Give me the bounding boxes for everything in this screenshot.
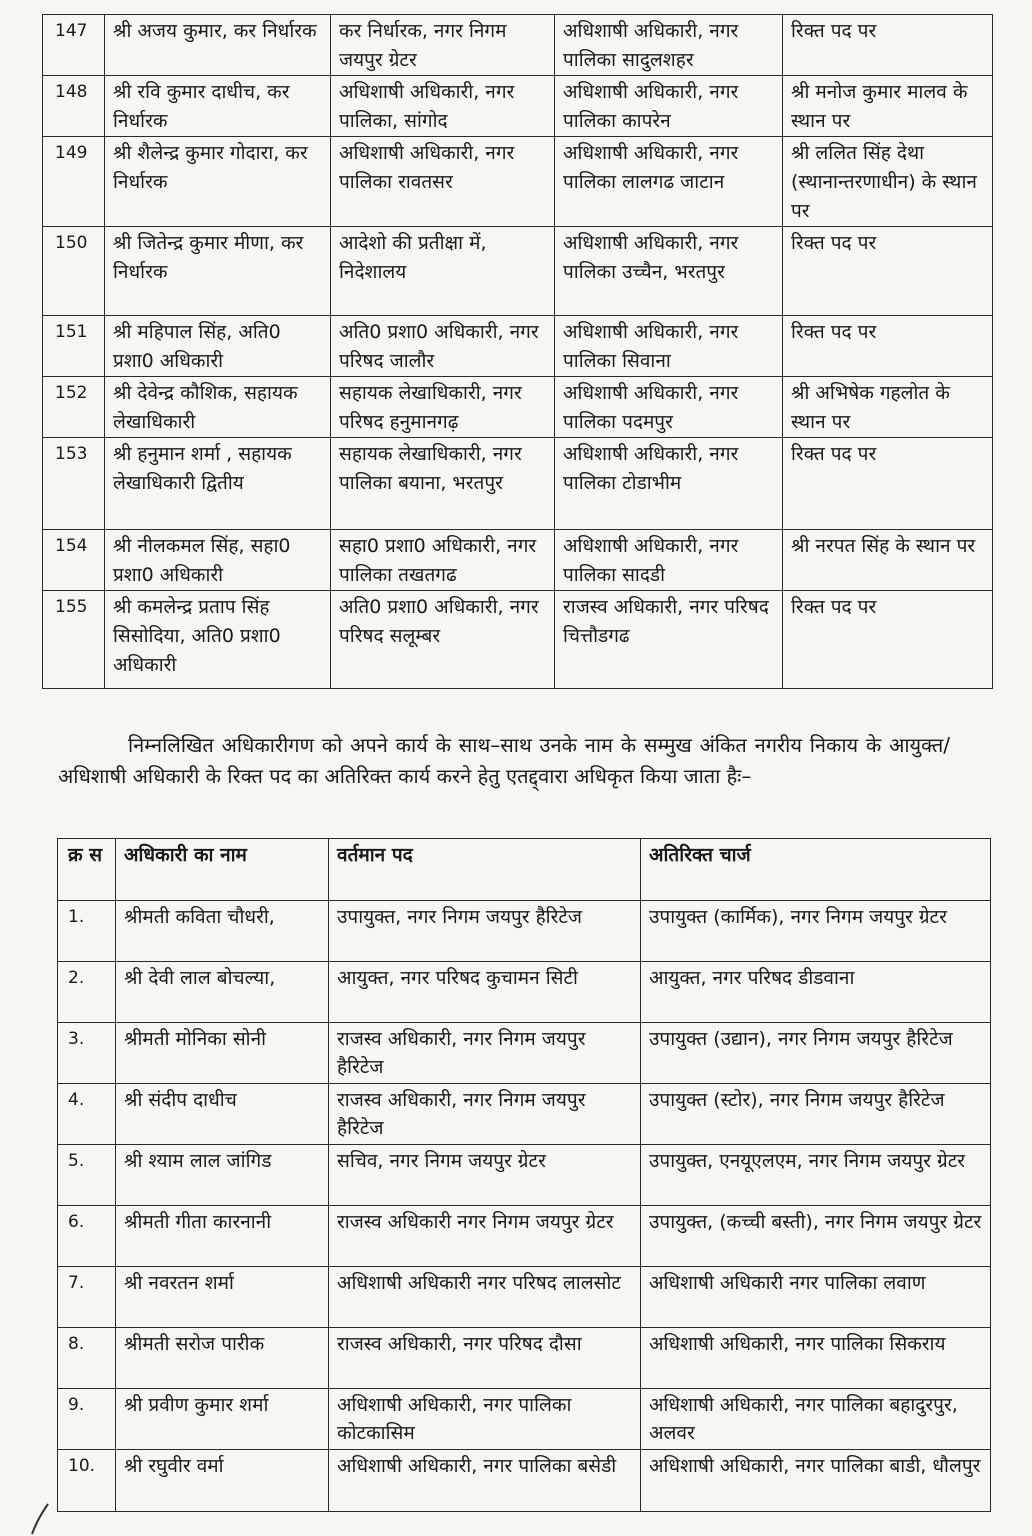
table-row bbox=[58, 1328, 991, 1389]
serial-number: 147 bbox=[43, 15, 105, 76]
officer-name: श्री रवि कुमार दाधीच, कर निर्धारक bbox=[105, 76, 331, 137]
current-post: राजस्व अधिकारी, नगर निगम जयपुर हैरिटेज bbox=[329, 1023, 641, 1084]
serial-number: 6. bbox=[58, 1206, 116, 1267]
serial-number: 2. bbox=[58, 962, 116, 1023]
table-row bbox=[43, 530, 993, 591]
serial-number: 7. bbox=[58, 1267, 116, 1328]
new-post: राजस्व अधिकारी, नगर परिषद चित्तौडगढ bbox=[555, 591, 783, 689]
new-post: अधिशाषी अधिकारी, नगर पालिका कापरेन bbox=[555, 76, 783, 137]
table-row bbox=[43, 438, 993, 530]
serial-number: 152 bbox=[43, 377, 105, 438]
additional-charge: अधिशाषी अधिकारी, नगर पालिका सिकराय bbox=[641, 1328, 991, 1389]
officer-name: श्रीमती गीता कारनानी bbox=[116, 1206, 329, 1267]
officer-name: श्री श्याम लाल जांगिड bbox=[116, 1145, 329, 1206]
serial-number: 5. bbox=[58, 1145, 116, 1206]
header-name: अधिकारी का नाम bbox=[116, 839, 329, 901]
transfer-table bbox=[42, 14, 993, 689]
officer-name: श्री हनुमान शर्मा , सहायक लेखाधिकारी द्वितीय bbox=[105, 438, 331, 530]
officer-name: श्री रघुवीर वर्मा bbox=[116, 1450, 329, 1512]
current-post: अधिशाषी अधिकारी, नगर पालिका, सांगोद bbox=[331, 76, 555, 137]
additional-charge: अधिशाषी अधिकारी, नगर पालिका बहादुरपुर, अलवर bbox=[641, 1389, 991, 1450]
officer-name: श्री संदीप दाधीच bbox=[116, 1084, 329, 1145]
additional-charge-table bbox=[57, 838, 991, 1512]
current-post: अति0 प्रशा0 अधिकारी, नगर परिषद सलूम्बर bbox=[331, 591, 555, 689]
new-post: अधिशाषी अधिकारी, नगर पालिका सादुलशहर bbox=[555, 15, 783, 76]
header-current-post: वर्तमान पद bbox=[329, 839, 641, 901]
additional-charge: अधिशाषी अधिकारी, नगर पालिका बाडी, धौलपुर bbox=[641, 1450, 991, 1512]
remark: श्री मनोज कुमार मालव के स्थान पर bbox=[783, 76, 993, 137]
serial-number: 1. bbox=[58, 901, 116, 962]
remark: रिक्त पद पर bbox=[783, 316, 993, 377]
new-post: अधिशाषी अधिकारी, नगर पालिका लालगढ जाटान bbox=[555, 137, 783, 227]
new-post: अधिशाषी अधिकारी, नगर पालिका सादडी bbox=[555, 530, 783, 591]
remark: श्री ललित सिंह देथा (स्थानान्तरणाधीन) के स्थान पर bbox=[783, 137, 993, 227]
header-serial: क्र स bbox=[58, 839, 116, 901]
serial-number: 154 bbox=[43, 530, 105, 591]
serial-number: 148 bbox=[43, 76, 105, 137]
serial-number: 153 bbox=[43, 438, 105, 530]
current-post: सहायक लेखाधिकारी, नगर परिषद हनुमानगढ़ bbox=[331, 377, 555, 438]
current-post: अति0 प्रशा0 अधिकारी, नगर परिषद जालौर bbox=[331, 316, 555, 377]
officer-name: श्री प्रवीण कुमार शर्मा bbox=[116, 1389, 329, 1450]
current-post: सहा0 प्रशा0 अधिकारी, नगर पालिका तखतगढ bbox=[331, 530, 555, 591]
table-row bbox=[58, 962, 991, 1023]
officer-name: श्री महिपाल सिंह, अति0 प्रशा0 अधिकारी bbox=[105, 316, 331, 377]
serial-number: 8. bbox=[58, 1328, 116, 1389]
table-row bbox=[43, 15, 993, 76]
officer-name: श्रीमती सरोज पारीक bbox=[116, 1328, 329, 1389]
officer-name: श्री नीलकमल सिंह, सहा0 प्रशा0 अधिकारी bbox=[105, 530, 331, 591]
officer-name: श्री शैलेन्द्र कुमार गोदारा, कर निर्धारक bbox=[105, 137, 331, 227]
table-row bbox=[58, 1023, 991, 1084]
current-post: आदेशो की प्रतीक्षा में, निदेशालय bbox=[331, 227, 555, 316]
officer-name: श्री जितेन्द्र कुमार मीणा, कर निर्धारक bbox=[105, 227, 331, 316]
serial-number: 149 bbox=[43, 137, 105, 227]
additional-charge: उपायुक्त, एनयूएलएम, नगर निगम जयपुर ग्रेटर bbox=[641, 1145, 991, 1206]
additional-charge: उपायुक्त (स्टोर), नगर निगम जयपुर हैरिटेज bbox=[641, 1084, 991, 1145]
table-row bbox=[58, 1206, 991, 1267]
current-post: उपायुक्त, नगर निगम जयपुर हैरिटेज bbox=[329, 901, 641, 962]
table-row bbox=[43, 76, 993, 137]
table-row bbox=[58, 1389, 991, 1450]
table-row bbox=[43, 316, 993, 377]
table-row bbox=[58, 901, 991, 962]
pen-mark-icon bbox=[18, 1500, 58, 1536]
officer-name: श्री देवी लाल बोचल्या, bbox=[116, 962, 329, 1023]
table-header-row bbox=[58, 839, 991, 901]
table-row bbox=[58, 1267, 991, 1328]
current-post: राजस्व अधिकारी, नगर परिषद दौसा bbox=[329, 1328, 641, 1389]
current-post: आयुक्त, नगर परिषद कुचामन सिटी bbox=[329, 962, 641, 1023]
table-row bbox=[43, 377, 993, 438]
instruction-paragraph: निम्नलिखित अधिकारीगण को अपने कार्य के साथ–साथ उनके नाम के सम्मुख अंकित नगरीय निकाय के आयुक्त/अधिशाषी अधिकारी के रिक्त पद का अतिरिक्त कार्य करने हेतु एतद्द्वारा अधिकृत किया जाता हैः– bbox=[58, 733, 950, 788]
additional-charge: उपायुक्त (उद्यान), नगर निगम जयपुर हैरिटेज bbox=[641, 1023, 991, 1084]
remark: रिक्त पद पर bbox=[783, 438, 993, 530]
table-row bbox=[43, 137, 993, 227]
table-row bbox=[58, 1450, 991, 1512]
current-post: अधिशाषी अधिकारी नगर परिषद लालसोट bbox=[329, 1267, 641, 1328]
officer-name: श्रीमती मोनिका सोनी bbox=[116, 1023, 329, 1084]
new-post: अधिशाषी अधिकारी, नगर पालिका टोडाभीम bbox=[555, 438, 783, 530]
officer-name: श्री अजय कुमार, कर निर्धारक bbox=[105, 15, 331, 76]
officer-name: श्री कमलेन्द्र प्रताप सिंह सिसोदिया, अति0 प्रशा0 अधिकारी bbox=[105, 591, 331, 689]
new-post: अधिशाषी अधिकारी, नगर पालिका सिवाना bbox=[555, 316, 783, 377]
table-row bbox=[58, 1145, 991, 1206]
serial-number: 155 bbox=[43, 591, 105, 689]
current-post: सचिव, नगर निगम जयपुर ग्रेटर bbox=[329, 1145, 641, 1206]
current-post: अधिशाषी अधिकारी, नगर पालिका बसेडी bbox=[329, 1450, 641, 1512]
new-post: अधिशाषी अधिकारी, नगर पालिका पदमपुर bbox=[555, 377, 783, 438]
remark: रिक्त पद पर bbox=[783, 15, 993, 76]
officer-name: श्री नवरतन शर्मा bbox=[116, 1267, 329, 1328]
new-post: अधिशाषी अधिकारी, नगर पालिका उच्चैन, भरतपुर bbox=[555, 227, 783, 316]
serial-number: 9. bbox=[58, 1389, 116, 1450]
officer-name: श्री देवेन्द्र कौशिक, सहायक लेखाधिकारी bbox=[105, 377, 331, 438]
additional-charge: उपायुक्त, (कच्ची बस्ती), नगर निगम जयपुर ग्रेटर bbox=[641, 1206, 991, 1267]
current-post: राजस्व अधिकारी, नगर निगम जयपुर हैरिटेज bbox=[329, 1084, 641, 1145]
remark: श्री नरपत सिंह के स्थान पर bbox=[783, 530, 993, 591]
serial-number: 4. bbox=[58, 1084, 116, 1145]
table-row bbox=[58, 1084, 991, 1145]
serial-number: 10. bbox=[58, 1450, 116, 1512]
current-post: सहायक लेखाधिकारी, नगर पालिका बयाना, भरतपुर bbox=[331, 438, 555, 530]
serial-number: 150 bbox=[43, 227, 105, 316]
serial-number: 3. bbox=[58, 1023, 116, 1084]
current-post: अधिशाषी अधिकारी, नगर पालिका रावतसर bbox=[331, 137, 555, 227]
additional-charge: आयुक्त, नगर परिषद डीडवाना bbox=[641, 962, 991, 1023]
current-post: राजस्व अधिकारी नगर निगम जयपुर ग्रेटर bbox=[329, 1206, 641, 1267]
additional-charge: उपायुक्त (कार्मिक), नगर निगम जयपुर ग्रेटर bbox=[641, 901, 991, 962]
table-row bbox=[43, 591, 993, 689]
header-additional-charge: अतिरिक्त चार्ज bbox=[641, 839, 991, 901]
additional-charge: अधिशाषी अधिकारी नगर पालिका लवाण bbox=[641, 1267, 991, 1328]
table-row bbox=[43, 227, 993, 316]
officer-name: श्रीमती कविता चौधरी, bbox=[116, 901, 329, 962]
remark: रिक्त पद पर bbox=[783, 227, 993, 316]
current-post: अधिशाषी अधिकारी, नगर पालिका कोटकासिम bbox=[329, 1389, 641, 1450]
remark: रिक्त पद पर bbox=[783, 591, 993, 689]
serial-number: 151 bbox=[43, 316, 105, 377]
remark: श्री अभिषेक गहलोत के स्थान पर bbox=[783, 377, 993, 438]
current-post: कर निर्धारक, नगर निगम जयपुर ग्रेटर bbox=[331, 15, 555, 76]
